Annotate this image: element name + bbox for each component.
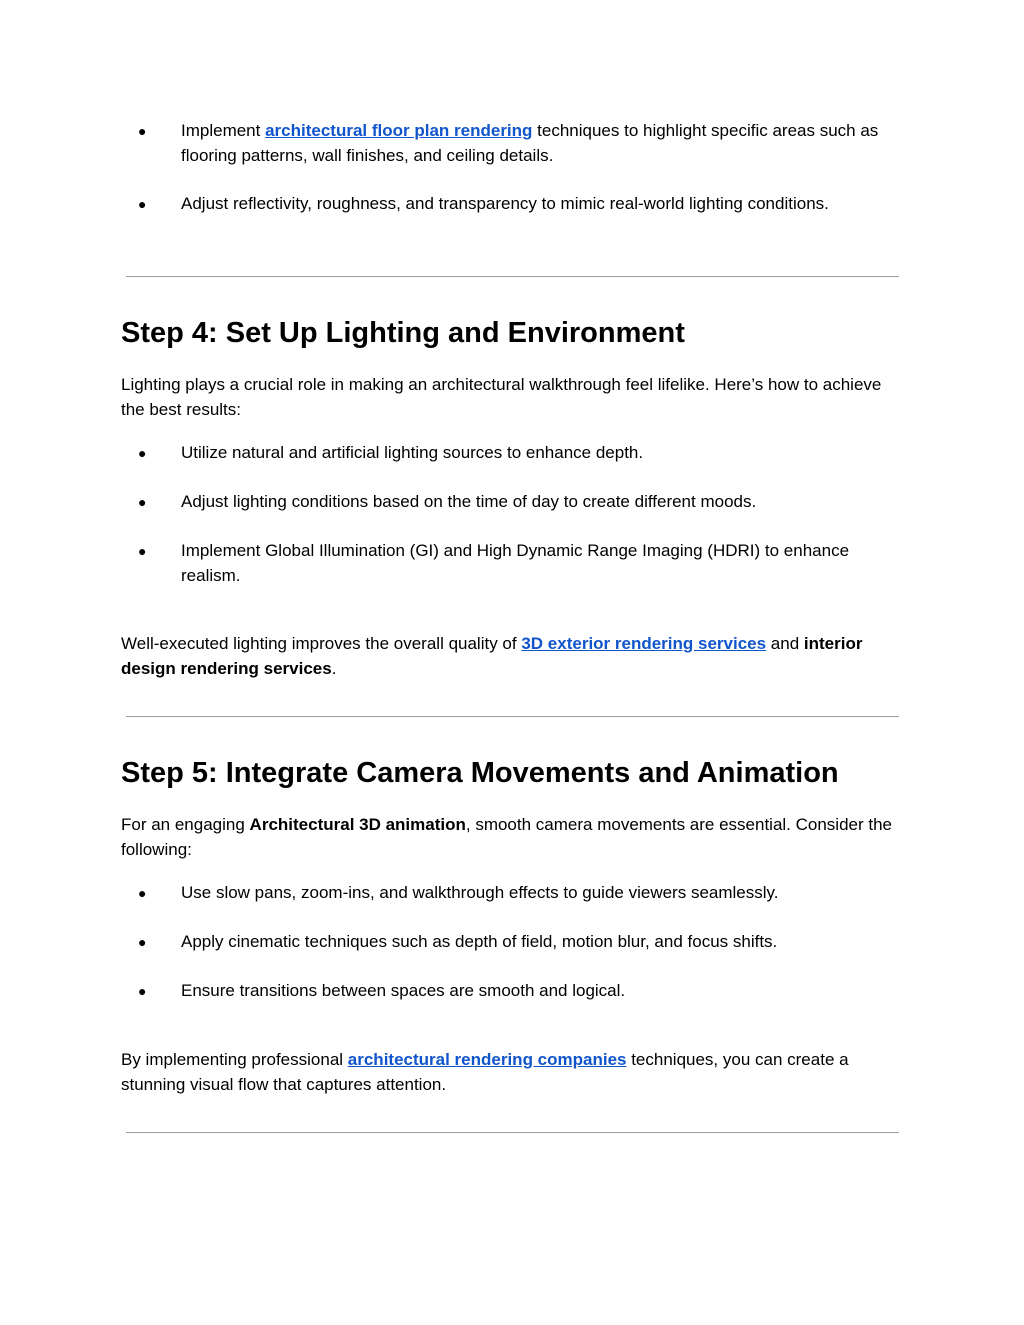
step4-intro: Lighting plays a crucial role in making an architectural walkthrough feel lifelike. Here’s how to achieve the best results: [121,375,882,419]
step4-heading: Step 4: Set Up Lighting and Environment [121,317,685,349]
list-item: ● Use slow pans, zoom-ins, and walkthrough effects to guide viewers seamlessly. [121,881,906,906]
list-item: ● Implement Global Illumination (GI) and High Dynamic Range Imaging (HDRI) to enhance realism. [138,541,850,585]
exterior-rendering-link[interactable]: 3D exterior rendering services [521,634,767,653]
step5-intro: For an engaging Architectural 3D animation, smooth camera movements are essential. Consider the following: [121,815,893,859]
list-item: ● Adjust reflectivity, roughness, and transparency to mimic real-world lighting conditions. [121,192,906,217]
step5-bullet-list [121,881,906,1004]
list-item: ● Implement architectural floor plan rendering techniques to highlight specific areas such as flooring patterns, wall finishes, and ceiling details. [138,121,879,165]
section-divider [126,276,899,277]
floor-plan-rendering-link[interactable]: architectural floor plan rendering [265,121,533,140]
section-divider [126,1132,899,1133]
intro-bullet-list-2 [121,192,906,217]
bullet-icon: ● [138,885,147,901]
bullet-icon: ● [138,123,147,139]
list-item: ● Utilize natural and artificial lighting sources to enhance depth. [121,441,906,466]
step5-heading: Step 5: Integrate Camera Movements and Animation [121,757,839,789]
bullet-icon: ● [138,494,147,510]
step4-closing: Well-executed lighting improves the overall quality of 3D exterior rendering services and interior design rendering services. [121,634,863,678]
section-divider [126,716,899,717]
list-item: ● Apply cinematic techniques such as depth of field, motion blur, and focus shifts. [121,930,906,955]
list-item: ● Ensure transitions between spaces are smooth and logical. [121,979,906,1004]
bullet-icon: ● [138,983,147,999]
bullet-icon: ● [138,445,147,461]
bullet-icon: ● [138,543,147,559]
bullet-icon: ● [138,934,147,950]
step5-closing: By implementing professional architectural rendering companies techniques, you can create a stunning visual flow that captures attention. [121,1050,849,1094]
rendering-companies-link[interactable]: architectural rendering companies [347,1050,627,1069]
intro-bullet-list [121,119,906,168]
list-item: ● Adjust lighting conditions based on the time of day to create different moods. [121,490,906,515]
step4-bullet-list [121,441,906,588]
bullet-icon: ● [138,196,147,212]
